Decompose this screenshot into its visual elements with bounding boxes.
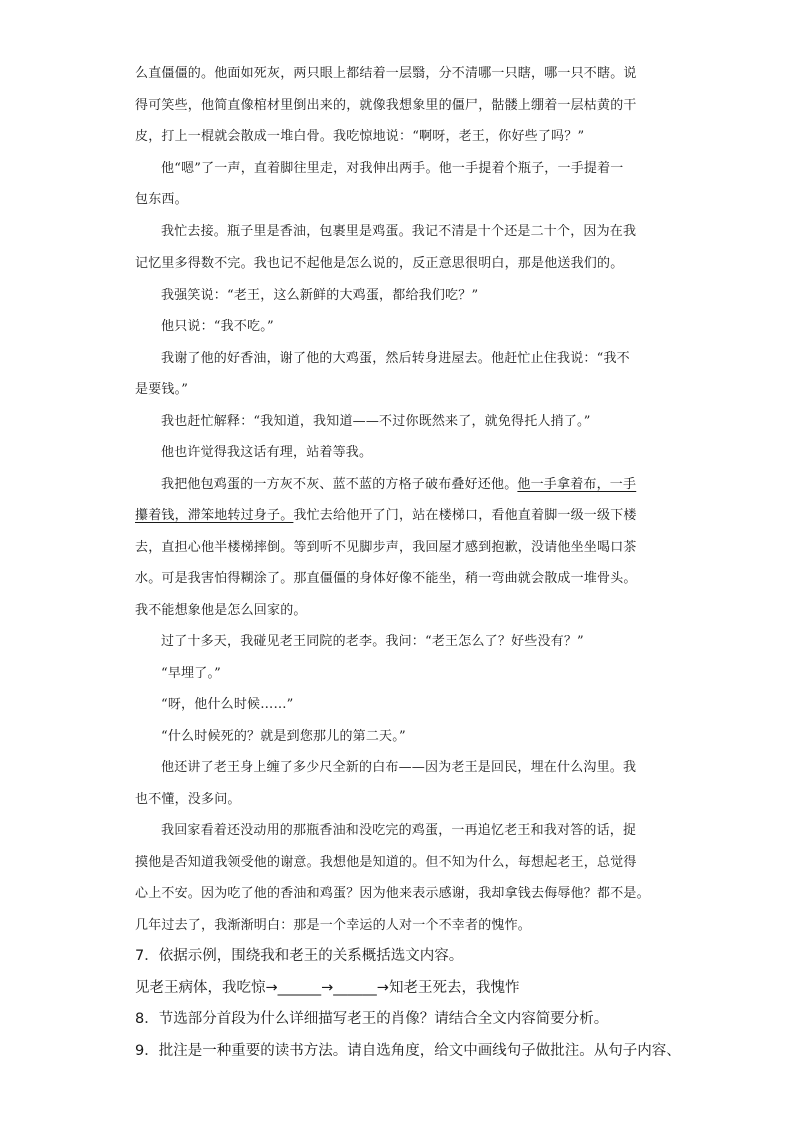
question-8: 8．节选部分首段为什么详细描写老王的肖像？请结合全文内容简要分析。 [135,1011,609,1027]
passage-line: “呀，他什么时候……” [161,697,294,712]
passage-line: 是要钱。” [135,382,189,397]
passage-line: 他只说：“我不吃。” [161,319,274,334]
passage-line: 水。可是我害怕得糊涂了。那直僵僵的身体好像不能坐，稍一弯曲就会散成一堆骨头。 [135,571,637,586]
passage-line: 我回家看着还没动用的那瓶香油和没吃完的鸡蛋，一再追忆老王和我对答的话，捉 [161,823,637,838]
passage-line: “早埋了。” [161,666,221,681]
passage-line: 包东西。 [135,192,188,207]
passage-line: “什么时候死的？就是到您那儿的第二天。” [161,729,406,744]
passage-line: 也不懂，没多问。 [135,792,241,807]
passage-line: 他还讲了老王身上缠了多少尺全新的白布——因为老王是回民，埋在什么沟里。我 [161,760,637,775]
passage-line: 心上不安。因为吃了他的香油和鸡蛋？因为他来表示感谢，我却拿钱去侮辱他？都不是。 [135,886,650,901]
passage-line: 他也许觉得我这话有理，站着等我。 [161,445,373,460]
passage-line: 得可笑些，他简直像棺材里倒出来的，就像我想象里的僵尸，骷髅上绷着一层枯黄的干 [135,98,637,113]
passage-line: 我强笑说：“老王，这么新鲜的大鸡蛋，都给我们吃？” [161,288,479,303]
passage-line: 我谢了他的好香油，谢了他的大鸡蛋，然后转身进屋去。他赶忙止住我说：“我不 [161,351,630,366]
passage-line: 去，直担心他半楼梯摔倒。等到听不见脚步声，我回屋才感到抱歉，没请他坐坐喝口茶 [135,540,637,555]
passage-line: 他“嗯”了一声，直着脚往里走，对我伸出两手。他一手提着个瓶子，一手提着一 [161,161,624,176]
passage-line: 么直僵僵的。他面如死灰，两只眼上都结着一层翳，分不清哪一只瞎，哪一只不瞎。说 [135,66,637,81]
question-7-example: 见老王病体，我吃惊→______→______→知老王死去，我愧怍 [135,980,520,996]
passage-line: 记忆里多得数不完。我也记不起他是怎么说的，反正意思很明白，那是他送我们的。 [135,256,624,271]
underlined-sentence: 攥着钱，滞笨地转过身子。 [135,508,294,523]
passage-text: 我把他包鸡蛋的一方灰不灰、蓝不蓝的方格子破布叠好还他。 [161,477,518,492]
question-7: 7．依据示例，围绕我和老王的关系概括选文内容。 [135,948,464,964]
passage-line: 我也赶忙解释：“我知道，我知道——不过你既然来了，就免得托人捎了。” [161,414,591,429]
passage-line: 摸他是否知道我领受他的谢意。我想他是知道的。但不知为什么，每想起老王，总觉得 [135,855,637,870]
passage-line: 皮，打上一棍就会散成一堆白骨。我吃惊地说：“啊呀，老王，你好些了吗？” [135,129,585,144]
passage-line [161,477,636,493]
passage-line: 我忙去接。瓶子里是香油，包裹里是鸡蛋。我记不清是十个还是二十个，因为在我 [161,224,637,239]
passage-line: 几年过去了，我渐渐明白：那是一个幸运的人对一个不幸者的愧怍。 [135,918,532,933]
passage-text: 我忙去给他开了门，站在楼梯口，看他直着脚一级一级下楼 [293,508,637,523]
passage-line [135,508,637,524]
question-9: 9．批注是一种重要的读书方法。请自选角度，给文中画线句子做批注。从句子内容、 [135,1043,681,1059]
passage-line: 我不能想象他是怎么回家的。 [135,603,307,618]
underlined-sentence: 他一手拿着布，一手 [517,477,637,492]
passage-line: 过了十多天，我碰见老王同院的老李。我问：“老王怎么了？好些没有？” [161,634,584,649]
